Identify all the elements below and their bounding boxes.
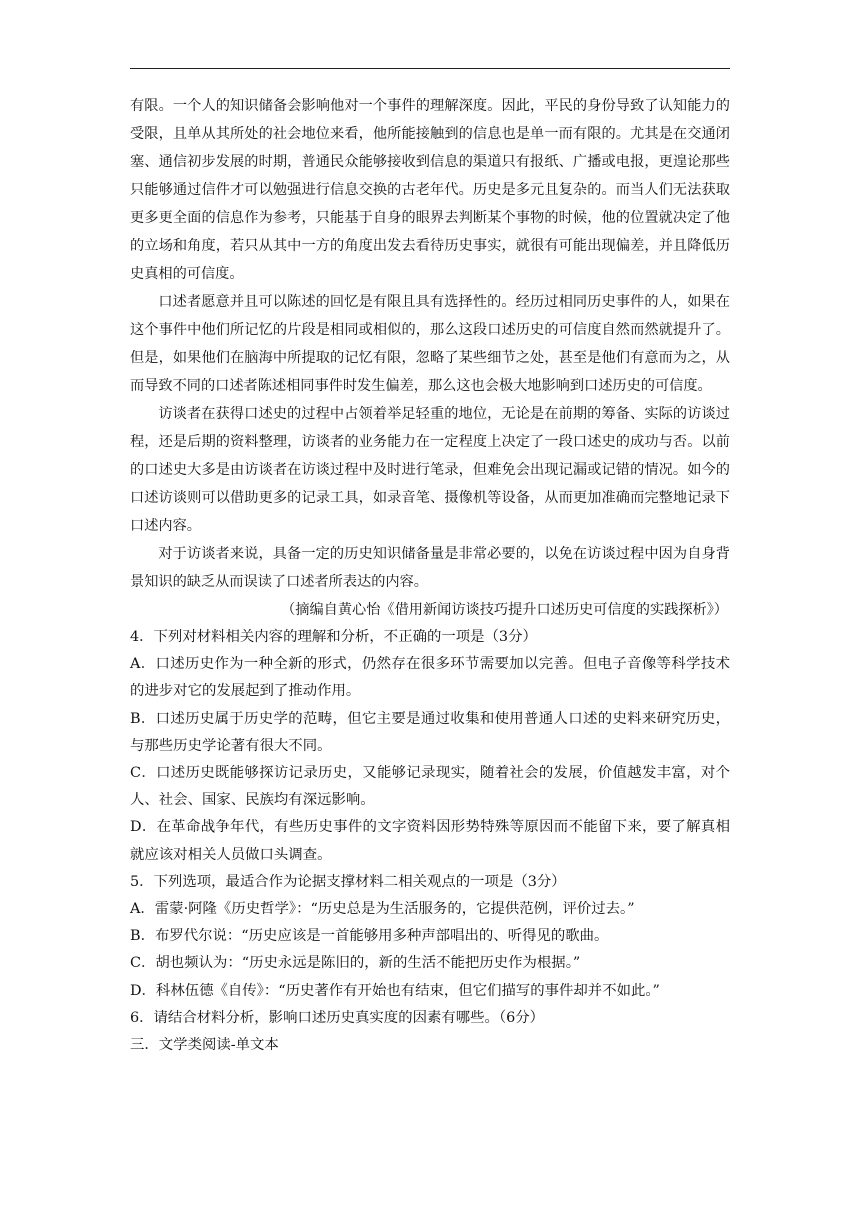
question-4-stem: 4．下列对材料相关内容的理解和分析，不正确的一项是（3分） (130, 629, 537, 645)
question-4-option-c: C．口述历史既能够探访记录历史，又能够记录现实，随着社会的发展，价值越发丰富，对个人、社会、国家、民族均有深远影响。 (130, 765, 730, 809)
question-6-stem: 6．请结合材料分析，影响口述历史真实度的因素有哪些。（6分） (130, 1009, 545, 1026)
question-5-stem: 5．下列选项，最适合作为论据支撑材料二相关观点的一项是（3分） (130, 873, 566, 890)
passage-paragraph: 口述者愿意并且可以陈述的回忆是有限且具有选择性的。经历过相同历史事件的人，如果在这个事件中他们所记忆的片段是相同或相似的，那么这段口述历史的可信度自然而然就提升了。但是，如果他们在脑海中所提取的记忆有限，忽略了某些细节之处，甚至是他们有意而为之，从而导致不同的口述者陈述相同事件时发生偏差，那么这也会极大地影响到口述历史的可信度。 (130, 294, 730, 394)
question-4-option-b: B．口述历史属于历史学的范畴，但它主要是通过收集和使用普通人口述的史料来研究历史，与那些历史学论著有很大不同。 (130, 710, 730, 754)
question-4-option-d: D．在革命战争年代，有些历史事件的文字资料因形势特殊等原因而不能留下来，要了解真相就应该对相关人员做口头调查。 (130, 819, 730, 863)
passage-paragraph: 有限。一个人的知识储备会影响他对一个事件的理解深度。因此，平民的身份导致了认知能力的受限，且单从其所处的社会地位来看，他所能接触到的信息也是单一而有限的。尤其是在交通闭塞、通信初步发展的时期，普通民众能够接收到信息的渠道只有报纸、广播或电报，更遑论那些只能够通过信件才可以勉强进行信息交换的古老年代。历史是多元且复杂的。而当人们无法获取更多更全面的信息作为参考，只能基于自身的眼界去判断某个事物的时候，他的位置就决定了他的立场和角度，若只从其中一方的角度出发去看待历史事实，就很有可能出现偏差，并且降低历史真相的可信度。 (130, 98, 730, 282)
question-5-option-c: C．胡也频认为：“历史永远是陈旧的，新的生活不能把历史作为根据。” (130, 955, 581, 972)
header-rule (130, 68, 730, 69)
passage-paragraph: 访谈者在获得口述史的过程中占领着举足轻重的地位，无论是在前期的筹备、实际的访谈过程，还是后期的资料整理，访谈者的业务能力在一定程度上决定了一段口述史的成功与否。以前的口述史大多是由访谈者在访谈过程中及时进行笔录，但难免会出现记漏或记错的情况。如今的口述访谈则可以借助更多的记录工具，如录音笔、摄像机等设备，从而更加准确而完整地记录下口述内容。 (130, 406, 730, 534)
question-4-option-a: A．口述历史作为一种全新的形式，仍然存在很多环节需要加以完善。但电子音像等科学技术的进步对它的发展起到了推动作用。 (130, 656, 730, 700)
passage-paragraph: 对于访谈者来说，具备一定的历史知识储备量是非常必要的，以免在访谈过程中因为自身背景知识的缺乏从而误读了口述者所表达的内容。 (130, 546, 730, 590)
question-5-option-b: B．布罗代尔说：“历史应该是一首能够用多种声部唱出的、听得见的歌曲。 (130, 928, 609, 945)
document-body (130, 92, 730, 1059)
question-5-option-a: A．雷蒙·阿隆《历史哲学》：“历史总是为生活服务的，它提供范例，评价过去。” (130, 901, 635, 918)
question-5-option-d: D．科林伍德《自传》：“历史著作有开始也有结束，但它们描写的事件却并不如此。” (130, 982, 660, 999)
passage-source: （摘编自黄心怡《借用新闻访谈技巧提升口述历史可信度的实践探析》） (281, 602, 728, 618)
section-heading: 三．文学类阅读-单文本 (130, 1037, 279, 1054)
